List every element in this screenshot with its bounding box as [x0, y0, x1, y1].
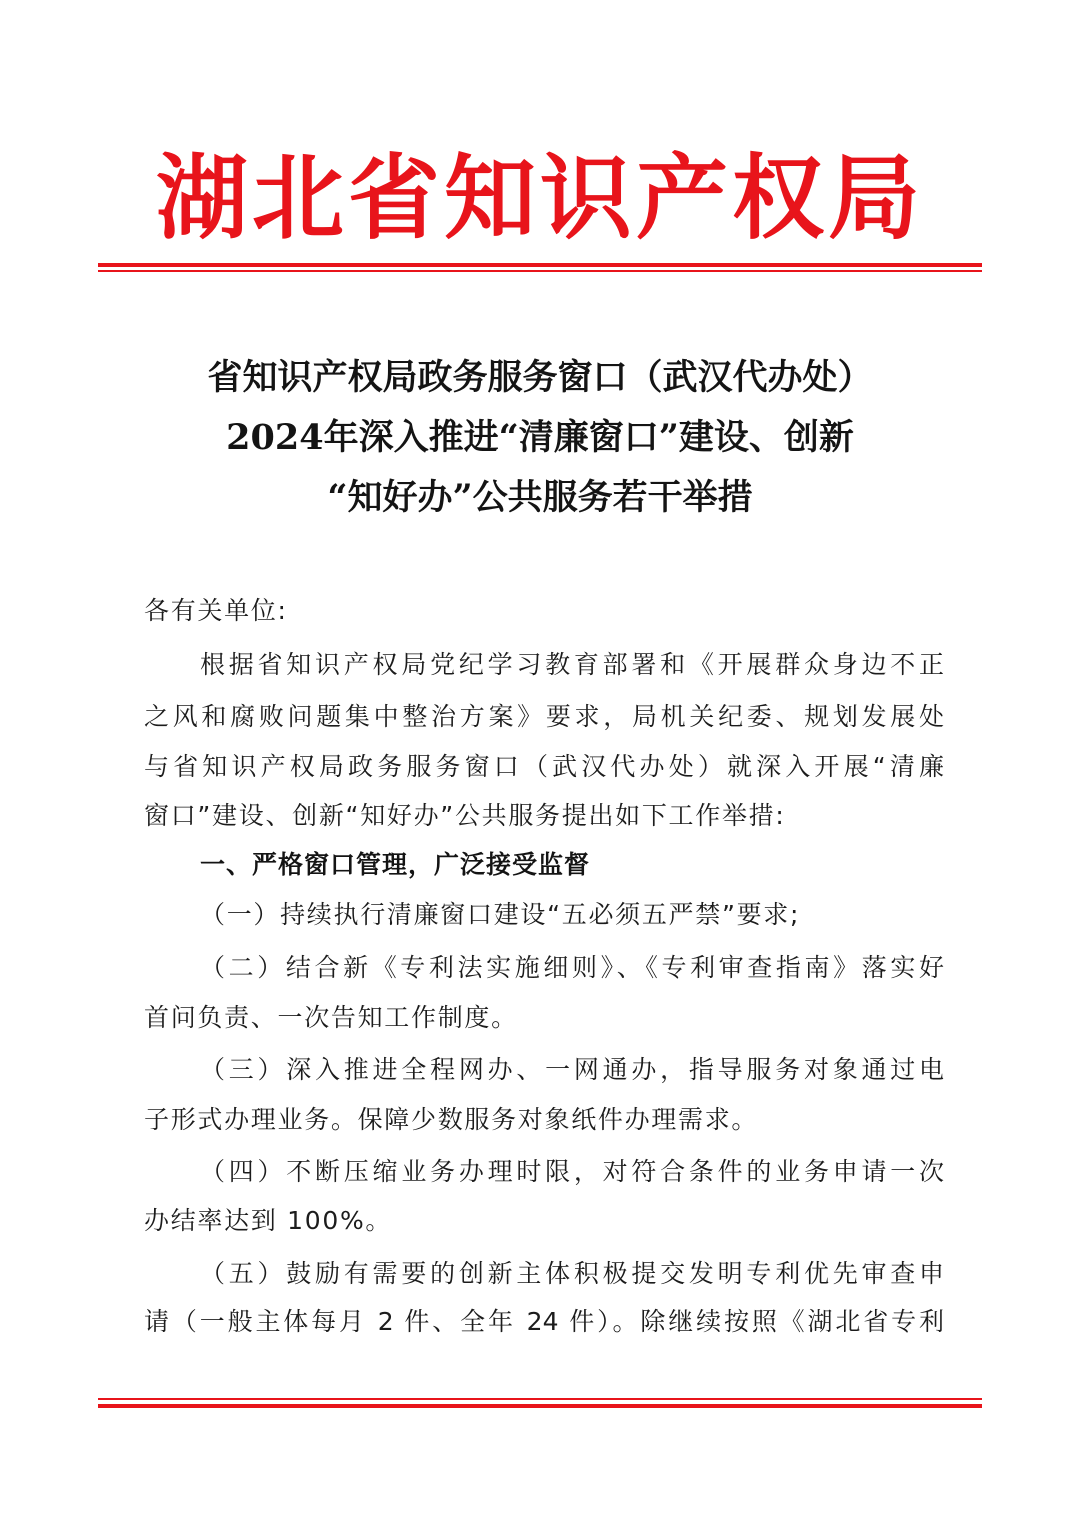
item-line: （五）鼓励有需要的创新主体积极提交发明专利优先审查申: [200, 1259, 944, 1288]
document-title-line: “知好办”公共服务若干举措: [327, 477, 753, 518]
item-line: 请（一般主体每月 2 件、全年 24 件）。除继续按照《湖北省专利: [144, 1307, 944, 1336]
item-line: （一）持续执行清廉窗口建设“五必须五严禁”要求;: [200, 900, 801, 929]
footer-rule-top: [98, 1398, 982, 1400]
item-line: 首问负责、一次告知工作制度。: [144, 1003, 518, 1032]
intro-line: 之风和腐败问题集中整治方案》要求，局机关纪委、规划发展处: [144, 702, 944, 731]
item-line: （三）深入推进全程网办、一网通办，指导服务对象通过电: [200, 1055, 944, 1084]
item-line: （四）不断压缩业务办理时限，对符合条件的业务申请一次: [200, 1157, 944, 1186]
letterhead-rule-bottom: [98, 270, 982, 272]
section-heading: 一、严格窗口管理，广泛接受监督: [200, 850, 591, 879]
letterhead-org-name: 湖北省知识产权局: [155, 145, 924, 252]
letterhead-rule-top: [98, 263, 982, 267]
document-title: [110, 348, 970, 528]
item-line: 子形式办理业务。保障少数服务对象纸件办理需求。: [144, 1105, 759, 1134]
item-line: （二）结合新《专利法实施细则》、《专利审查指南》落实好: [200, 953, 944, 982]
document-title-line: 省知识产权局政务服务窗口（武汉代办处）: [207, 357, 873, 398]
footer-rule-bottom: [98, 1404, 982, 1408]
intro-line: 根据省知识产权局党纪学习教育部署和《开展群众身边不正: [200, 650, 944, 679]
intro-line: 与省知识产权局政务服务窗口（武汉代办处）就深入开展“清廉: [144, 752, 944, 781]
salutation: 各有关单位:: [144, 596, 288, 625]
document-title-line: 2024年深入推进“清廉窗口”建设、创新: [226, 417, 854, 458]
item-line: 办结率达到 100%。: [144, 1206, 393, 1235]
intro-line: 窗口”建设、创新“知好办”公共服务提出如下工作举措:: [144, 801, 786, 830]
